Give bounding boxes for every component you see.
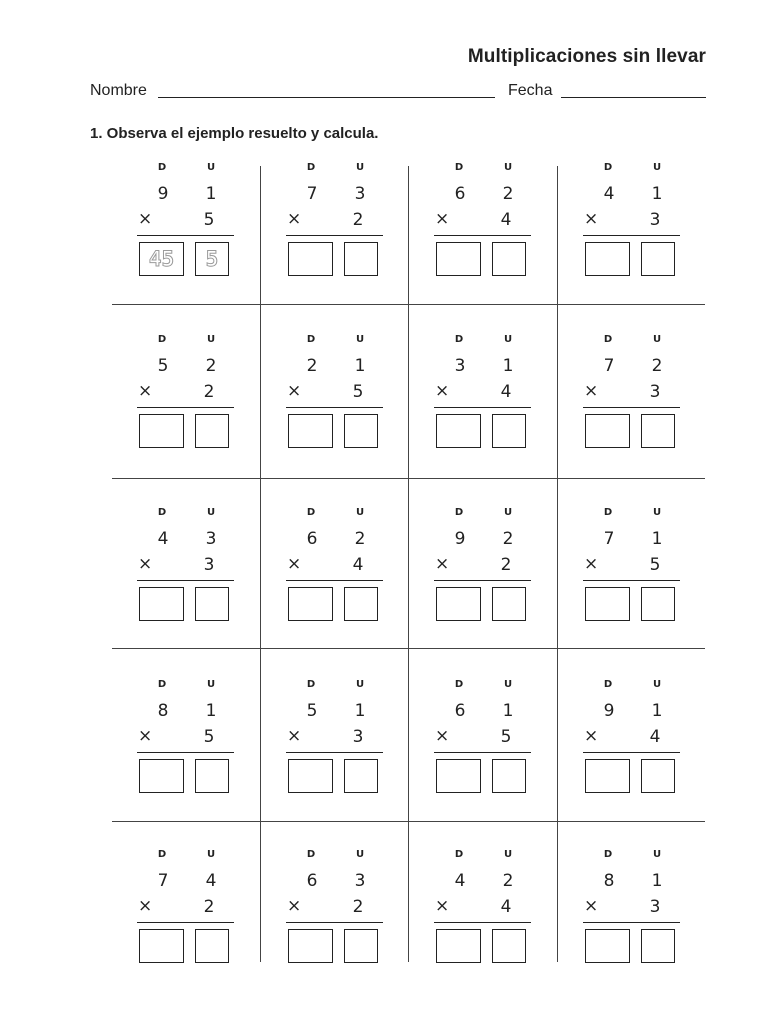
name-label: Nombre <box>90 82 147 99</box>
grid-divider-h4 <box>112 821 705 822</box>
tens-header: D <box>306 507 316 518</box>
tens-header: D <box>603 162 613 173</box>
exercise-grid <box>112 162 705 962</box>
multiplier-digit: 3 <box>352 727 364 747</box>
result-line <box>137 580 234 581</box>
exercise-cell <box>261 679 409 789</box>
tens-digit: 4 <box>157 529 169 549</box>
tens-header: D <box>306 849 316 860</box>
result-line <box>286 407 383 408</box>
multiplier-digit: 5 <box>352 382 364 402</box>
result-line <box>434 580 531 581</box>
answer-box-tens[interactable] <box>139 414 184 448</box>
tens-header: D <box>603 334 613 345</box>
exercise-cell <box>112 162 260 272</box>
units-digit: 1 <box>205 184 217 204</box>
exercise-cell <box>558 679 706 789</box>
units-digit: 1 <box>205 701 217 721</box>
answer-box-tens[interactable] <box>585 759 630 793</box>
times-sign: × <box>287 726 302 746</box>
exercise-cell <box>409 507 557 617</box>
answer-box-tens[interactable] <box>585 929 630 963</box>
units-header: U <box>503 849 513 860</box>
answer-box-tens[interactable] <box>288 587 333 621</box>
multiplier-digit: 5 <box>203 727 215 747</box>
units-digit: 1 <box>354 356 366 376</box>
times-sign: × <box>287 381 302 401</box>
exercise-cell <box>558 849 706 959</box>
units-digit: 2 <box>651 356 663 376</box>
tens-digit: 7 <box>306 184 318 204</box>
result-line <box>137 407 234 408</box>
answer-box-tens[interactable] <box>436 587 481 621</box>
units-digit: 3 <box>354 184 366 204</box>
tens-digit: 8 <box>157 701 169 721</box>
times-sign: × <box>435 381 450 401</box>
tens-digit: 5 <box>306 701 318 721</box>
tens-digit: 9 <box>454 529 466 549</box>
exercise-cell <box>409 334 557 444</box>
answer-box-units[interactable] <box>492 414 526 448</box>
result-line <box>583 752 680 753</box>
result-line <box>583 922 680 923</box>
units-header: U <box>652 334 662 345</box>
tens-header: D <box>157 162 167 173</box>
times-sign: × <box>435 554 450 574</box>
answer-box-tens[interactable] <box>288 759 333 793</box>
times-sign: × <box>584 896 599 916</box>
answer-box-tens[interactable] <box>585 242 630 276</box>
multiplier-digit: 3 <box>649 210 661 230</box>
multiplier-digit: 2 <box>352 897 364 917</box>
tens-header: D <box>454 334 464 345</box>
multiplier-digit: 4 <box>500 897 512 917</box>
tens-digit: 7 <box>603 356 615 376</box>
units-header: U <box>355 334 365 345</box>
result-line <box>434 407 531 408</box>
instruction: 1. Observa el ejemplo resuelto y calcula. <box>90 125 379 142</box>
tens-digit: 2 <box>306 356 318 376</box>
result-line <box>434 922 531 923</box>
times-sign: × <box>435 726 450 746</box>
exercise-cell <box>261 162 409 272</box>
times-sign: × <box>287 554 302 574</box>
units-header: U <box>206 679 216 690</box>
result-line <box>286 580 383 581</box>
times-sign: × <box>138 896 153 916</box>
answer-box-units[interactable] <box>344 414 378 448</box>
answer-box-tens[interactable] <box>288 242 333 276</box>
tens-header: D <box>157 334 167 345</box>
answer-box-units[interactable] <box>344 929 378 963</box>
multiplier-digit: 3 <box>649 382 661 402</box>
multiplier-digit: 2 <box>203 897 215 917</box>
units-header: U <box>652 849 662 860</box>
exercise-cell <box>112 334 260 444</box>
tens-header: D <box>603 507 613 518</box>
units-header: U <box>206 507 216 518</box>
units-digit: 1 <box>354 701 366 721</box>
units-digit: 2 <box>205 356 217 376</box>
tens-header: D <box>306 334 316 345</box>
times-sign: × <box>287 896 302 916</box>
tens-header: D <box>454 162 464 173</box>
answer-box-tens[interactable] <box>436 759 481 793</box>
answer-box-tens[interactable] <box>288 414 333 448</box>
units-digit: 1 <box>651 701 663 721</box>
result-line <box>286 235 383 236</box>
units-digit: 2 <box>354 529 366 549</box>
answer-box-units[interactable] <box>492 242 526 276</box>
tens-digit: 9 <box>603 701 615 721</box>
times-sign: × <box>584 554 599 574</box>
answer-box-units[interactable] <box>195 759 229 793</box>
tens-digit: 8 <box>603 871 615 891</box>
name-field[interactable] <box>158 97 495 98</box>
answer-box-tens[interactable] <box>436 929 481 963</box>
multiplier-digit: 4 <box>500 210 512 230</box>
answer-box-units[interactable] <box>641 759 675 793</box>
units-digit: 1 <box>502 356 514 376</box>
multiplier-digit: 4 <box>352 555 364 575</box>
exercise-cell <box>112 507 260 617</box>
answer-box-units[interactable] <box>492 759 526 793</box>
units-digit: 1 <box>502 701 514 721</box>
times-sign: × <box>584 209 599 229</box>
units-header: U <box>652 162 662 173</box>
units-digit: 3 <box>354 871 366 891</box>
result-line <box>434 235 531 236</box>
multiplier-digit: 3 <box>203 555 215 575</box>
tens-header: D <box>454 679 464 690</box>
date-label: Fecha <box>508 82 553 99</box>
exercise-cell <box>558 162 706 272</box>
multiplier-digit: 4 <box>500 382 512 402</box>
answer-box-tens[interactable] <box>139 587 184 621</box>
times-sign: × <box>584 726 599 746</box>
answer-box-units[interactable] <box>195 929 229 963</box>
units-header: U <box>355 507 365 518</box>
result-line <box>137 235 234 236</box>
multiplier-digit: 5 <box>649 555 661 575</box>
units-digit: 2 <box>502 871 514 891</box>
tens-digit: 7 <box>157 871 169 891</box>
answer-box-units[interactable] <box>344 587 378 621</box>
grid-divider-h2 <box>112 478 705 479</box>
tens-digit: 4 <box>603 184 615 204</box>
tens-digit: 9 <box>157 184 169 204</box>
answer-box-units[interactable] <box>344 759 378 793</box>
example-answer-tens: 45 <box>148 247 175 271</box>
units-header: U <box>355 679 365 690</box>
multiplier-digit: 5 <box>500 727 512 747</box>
tens-header: D <box>454 849 464 860</box>
exercise-cell <box>409 162 557 272</box>
times-sign: × <box>138 381 153 401</box>
tens-header: D <box>306 162 316 173</box>
answer-box-tens[interactable] <box>288 929 333 963</box>
answer-box-units[interactable] <box>195 242 229 276</box>
units-digit: 3 <box>205 529 217 549</box>
times-sign: × <box>138 726 153 746</box>
answer-box-tens[interactable] <box>139 242 184 276</box>
page-title: Multiplicaciones sin llevar <box>467 46 706 67</box>
units-digit: 2 <box>502 184 514 204</box>
answer-box-units[interactable] <box>492 587 526 621</box>
units-digit: 1 <box>651 184 663 204</box>
result-line <box>137 752 234 753</box>
times-sign: × <box>138 554 153 574</box>
answer-box-units[interactable] <box>641 929 675 963</box>
tens-digit: 7 <box>603 529 615 549</box>
exercise-cell <box>112 849 260 959</box>
units-header: U <box>206 849 216 860</box>
times-sign: × <box>138 209 153 229</box>
result-line <box>286 752 383 753</box>
tens-header: D <box>454 507 464 518</box>
tens-header: D <box>603 679 613 690</box>
result-line <box>434 752 531 753</box>
result-line <box>583 407 680 408</box>
answer-box-units[interactable] <box>195 414 229 448</box>
exercise-cell <box>558 334 706 444</box>
units-digit: 1 <box>651 529 663 549</box>
tens-digit: 6 <box>454 701 466 721</box>
units-header: U <box>206 162 216 173</box>
units-header: U <box>503 679 513 690</box>
grid-divider-h1 <box>112 304 705 305</box>
tens-header: D <box>157 507 167 518</box>
multiplier-digit: 2 <box>203 382 215 402</box>
tens-digit: 4 <box>454 871 466 891</box>
result-line <box>583 580 680 581</box>
exercise-cell <box>558 507 706 617</box>
exercise-cell <box>409 849 557 959</box>
tens-digit: 6 <box>306 529 318 549</box>
times-sign: × <box>435 209 450 229</box>
units-header: U <box>355 849 365 860</box>
times-sign: × <box>584 381 599 401</box>
grid-divider-h3 <box>112 648 705 649</box>
times-sign: × <box>287 209 302 229</box>
units-header: U <box>652 679 662 690</box>
times-sign: × <box>435 896 450 916</box>
units-header: U <box>206 334 216 345</box>
answer-box-units[interactable] <box>641 414 675 448</box>
exercise-cell <box>409 679 557 789</box>
multiplier-digit: 2 <box>352 210 364 230</box>
units-digit: 2 <box>502 529 514 549</box>
answer-box-tens[interactable] <box>139 929 184 963</box>
answer-box-units[interactable] <box>492 929 526 963</box>
answer-box-units[interactable] <box>195 587 229 621</box>
exercise-cell <box>112 679 260 789</box>
tens-digit: 6 <box>454 184 466 204</box>
multiplier-digit: 2 <box>500 555 512 575</box>
answer-box-units[interactable] <box>344 242 378 276</box>
answer-box-units[interactable] <box>641 587 675 621</box>
tens-header: D <box>603 849 613 860</box>
units-header: U <box>503 507 513 518</box>
answer-box-tens[interactable] <box>139 759 184 793</box>
exercise-cell <box>261 507 409 617</box>
tens-header: D <box>306 679 316 690</box>
answer-box-tens[interactable] <box>585 414 630 448</box>
units-digit: 4 <box>205 871 217 891</box>
units-header: U <box>652 507 662 518</box>
units-header: U <box>503 162 513 173</box>
answer-box-tens[interactable] <box>436 414 481 448</box>
example-answer-units: 5 <box>205 247 219 271</box>
tens-header: D <box>157 679 167 690</box>
exercise-cell <box>261 849 409 959</box>
tens-digit: 6 <box>306 871 318 891</box>
result-line <box>286 922 383 923</box>
tens-header: D <box>157 849 167 860</box>
tens-digit: 3 <box>454 356 466 376</box>
answer-box-tens[interactable] <box>436 242 481 276</box>
units-header: U <box>503 334 513 345</box>
multiplier-digit: 3 <box>649 897 661 917</box>
date-field[interactable] <box>561 97 706 98</box>
multiplier-digit: 5 <box>203 210 215 230</box>
answer-box-tens[interactable] <box>585 587 630 621</box>
multiplier-digit: 4 <box>649 727 661 747</box>
answer-box-units[interactable] <box>641 242 675 276</box>
name-date-row <box>90 81 706 103</box>
units-digit: 1 <box>651 871 663 891</box>
units-header: U <box>355 162 365 173</box>
result-line <box>137 922 234 923</box>
exercise-cell <box>261 334 409 444</box>
result-line <box>583 235 680 236</box>
tens-digit: 5 <box>157 356 169 376</box>
